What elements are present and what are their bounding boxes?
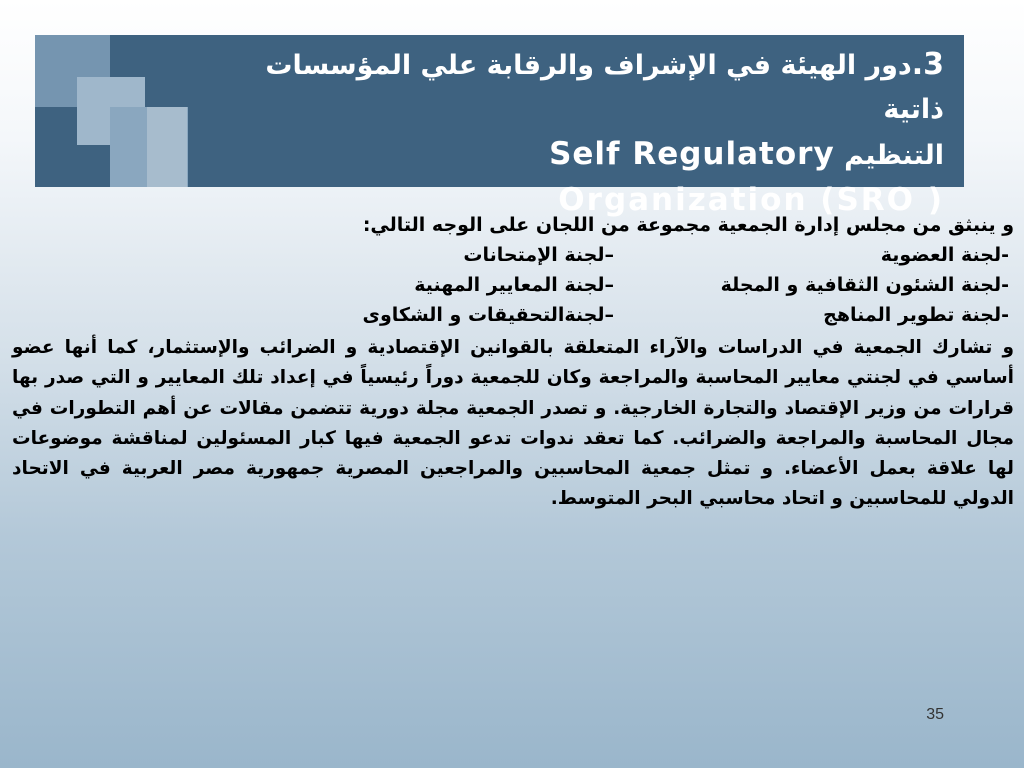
intro-text: و ينبثق من مجلس إدارة الجمعية مجموعة من اللجان على الوجه التالي: <box>362 214 1014 236</box>
committee-item: -لجنة العضوية <box>880 244 1009 266</box>
slide-title <box>224 43 944 222</box>
title-banner <box>35 35 964 218</box>
body-paragraph: و تشارك الجمعية في الدراسات والآراء المتعلقة بالقوانين الإقتصادية و الضرائب والإستثمار، كما أنها عضو أساسي في لجنتي معايير المحاسبة والمراجعة وكان للجمعية دوراً رئيسياً في إعداد تلك المعايير و التي صدر بها قرارات من وزير الإقتصاد والتجارة الخارجية. و تصدر الجمعية مجلة دورية تتضمن مقالات عن أهم التطورات في مجال المحاسبة والمراجعة والضرائب. كما تعقد ندوات تدعو الجمعية فيها كبار المسئولين لمناقشة موضوعات لها علاقة بعمل الأعضاء. و تمثل جمعية المحاسبين والمراجعين المصرية جمهورية مصر العربية في الاتحاد الدولي للمحاسبين و اتحاد محاسبي البحر المتوسط. <box>12 337 1014 510</box>
committee-item: -لجنة الشئون الثقافية و المجلة <box>720 274 1009 296</box>
title-line-1: 3.دور الهيئة في الإشراف والرقابة علي المؤسسات ذاتية <box>265 47 944 125</box>
committee-row <box>12 300 1014 330</box>
committee-item: –لجنة الإمتحانات <box>463 244 614 266</box>
slide-body <box>12 210 1014 515</box>
committee-row <box>12 270 1014 300</box>
page-number: 35 <box>926 706 944 723</box>
title-line-2: التنظيم Self Regulatory <box>549 136 944 172</box>
committee-item: –لجنة المعايير المهنية <box>414 274 614 296</box>
committee-row <box>12 240 1014 270</box>
committee-item: -لجنة تطوير المناهج <box>823 304 1009 326</box>
decorative-square <box>147 107 187 187</box>
committee-item: –لجنةالتحقيقات و الشكاوى <box>362 304 614 326</box>
title-line-3: Organization (SRO ) <box>558 182 944 218</box>
